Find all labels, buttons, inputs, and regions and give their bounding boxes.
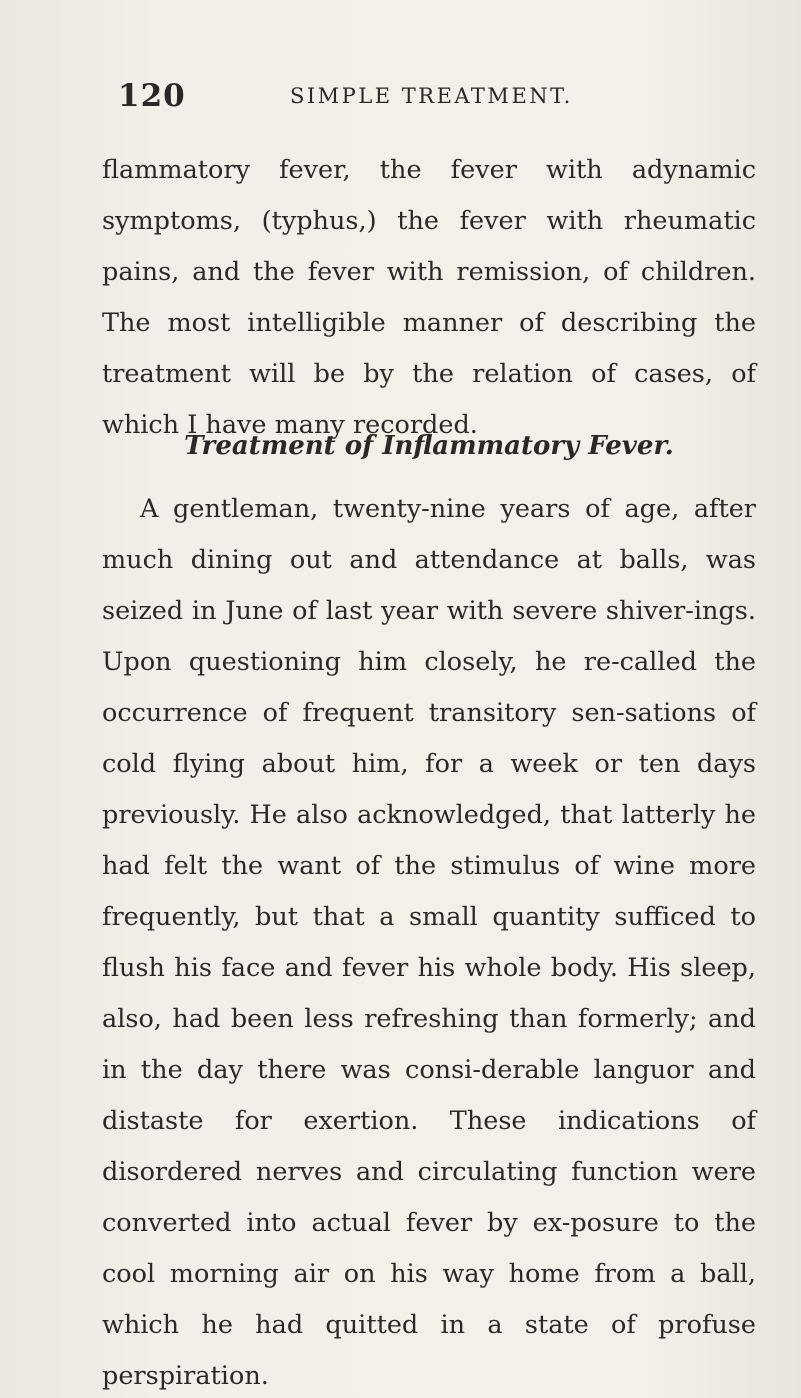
section-heading: Treatment of Inflammatory Fever.	[184, 431, 674, 461]
paragraph-continuation: flammatory fever, the fever with adynamic symptoms, (typhus,) the fever with rheumatic pains, and the fever with remission, of children. The most intelligible manner of describing the treatment will be by the relation of cases, of which I have many recorded.	[102, 155, 756, 440]
paragraph-case-description: A gentleman, twenty-nine years of age, after much dining out and attendance at balls, was seized in June of last year with severe shiver-ings. Upon questioning him closely, he re-called the occurrence of frequent transitory sen-sations of cold flying about him, for a week or ten days previously. He also acknowledged, that latterly he had felt the want of the stimulus of wine more frequently, but that a small quantity sufficed to flush his face and fever his whole body. His sleep, also, had been less refreshing than formerly; and in the day there was consi-derable languor and distaste for exertion. These indications of disordered nerves and circulating function were converted into actual fever by ex-posure to the cool morning air on his way home from a ball, which he had quitted in a state of profuse perspiration.	[102, 494, 756, 1391]
running-head	[118, 78, 718, 118]
running-title: SIMPLE TREATMENT.	[290, 84, 573, 108]
page-number: 120	[118, 78, 186, 114]
